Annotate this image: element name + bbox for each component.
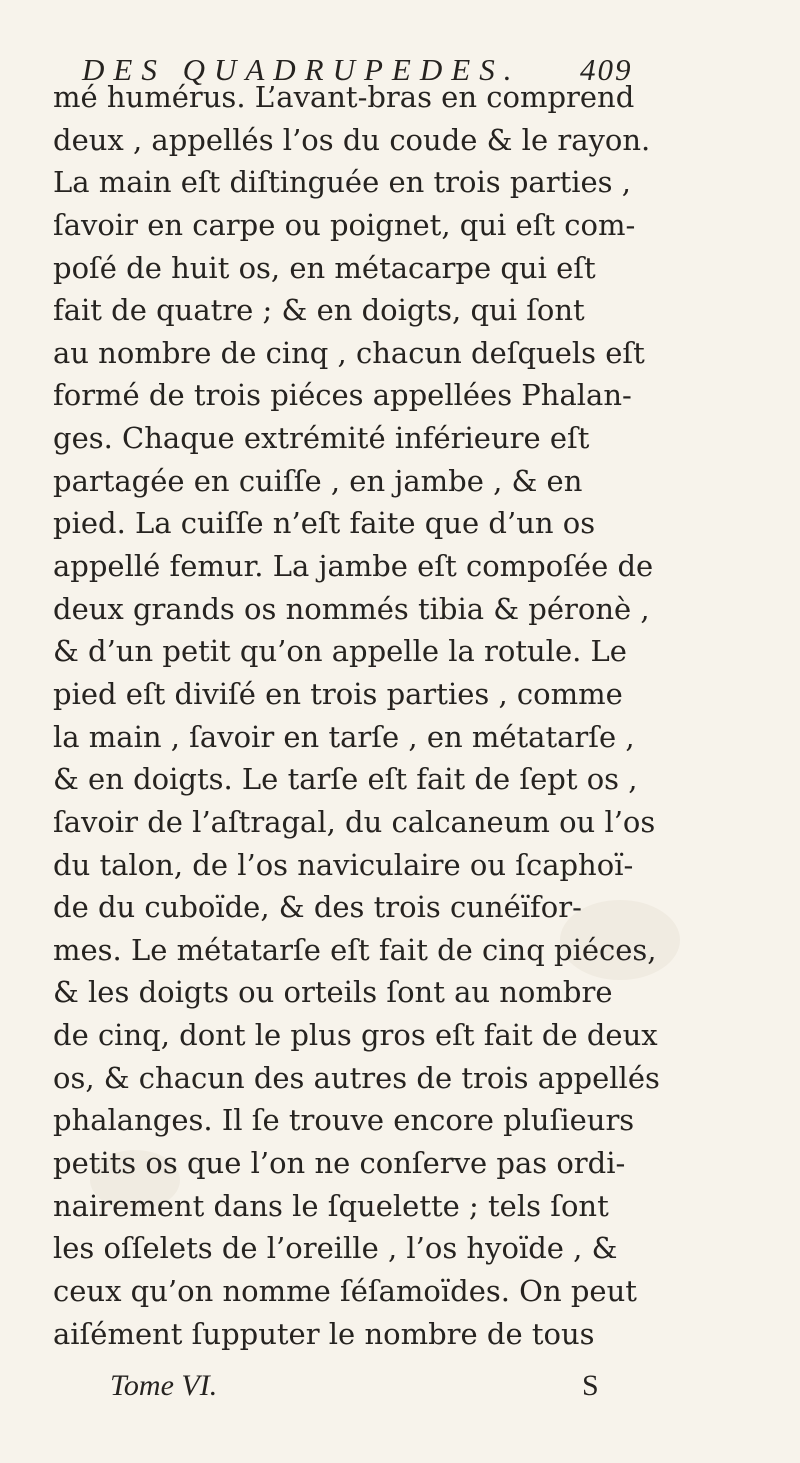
text-line: ſavoir en carpe ou poignet, qui eſt com- [53, 207, 636, 242]
text-line: formé de trois piéces appellées Phalan- [53, 378, 632, 413]
text-line: phalanges. Il ſe trouve encore pluſieurs [53, 1103, 635, 1138]
text-line: ſavoir de l’aſtragal, du calcaneum ou l’os [53, 804, 656, 839]
page-footer [110, 1364, 670, 1408]
text-line: deux grands os nommés tibia & péronè , [53, 591, 650, 626]
text-line: poſé de huit os, en métacarpe qui eſt [53, 250, 596, 285]
text-line: partagée en cuiſſe , en jambe , & en [53, 463, 583, 498]
text-line: du talon, de l’os naviculaire ou ſcaphoï- [53, 847, 634, 882]
text-line: & d’un petit qu’on appelle la rotule. Le [53, 634, 627, 669]
volume-label: Tome VI. [110, 1369, 218, 1402]
text-line: pied eſt diviſé en trois parties , comme [53, 676, 623, 711]
text-line: au nombre de cinq , chacun deſquels eſt [53, 335, 645, 370]
text-line: les oſſelets de l’oreille , l’os hyoïde , & [53, 1231, 618, 1266]
text-line: appellé femur. La jambe eſt compoſée de [53, 549, 654, 584]
text-line: ceux qu’on nomme ſéſamoïdes. On peut [53, 1273, 637, 1308]
text-line: pied. La cuiſſe n’eſt faite que d’un os [53, 506, 596, 541]
text-line: fait de quatre ; & en doigts, qui ſont [53, 293, 585, 328]
text-line: & en doigts. Le tarſe eſt fait de ſept os , [53, 762, 638, 797]
page-number: 409 [580, 52, 633, 87]
text-line: nairement dans le ſquelette ; tels ſont [53, 1188, 609, 1223]
text-line: La main eſt diſtinguée en trois parties , [53, 165, 631, 200]
text-line: petits os que l’on ne conſerve pas ordi- [53, 1146, 626, 1181]
text-line: de du cuboïde, & des trois cunéïfor- [53, 890, 582, 925]
body-text [53, 76, 773, 1355]
text-line: la main , ſavoir en tarſe , en métatarſe , [53, 719, 635, 754]
text-line: aiſément ſupputer le nombre de tous [53, 1316, 595, 1351]
text-line: & les doigts ou orteils ſont au nombre [53, 975, 613, 1010]
text-line: ges. Chaque extrémité inférieure eſt [53, 421, 590, 456]
text-line: os, & chacun des autres de trois appellés [53, 1060, 660, 1095]
text-line: mé humérus. L’avant-bras en comprend [53, 80, 635, 114]
text-line: mes. Le métatarſe eſt fait de cinq piéces, [53, 932, 657, 967]
running-title: DES QUADRUPEDES. [82, 52, 521, 87]
text-line: de cinq, dont le plus gros eſt fait de deux [53, 1018, 658, 1053]
signature-mark: S [582, 1369, 599, 1402]
text-line: deux , appellés l’os du coude & le rayon. [53, 122, 651, 157]
